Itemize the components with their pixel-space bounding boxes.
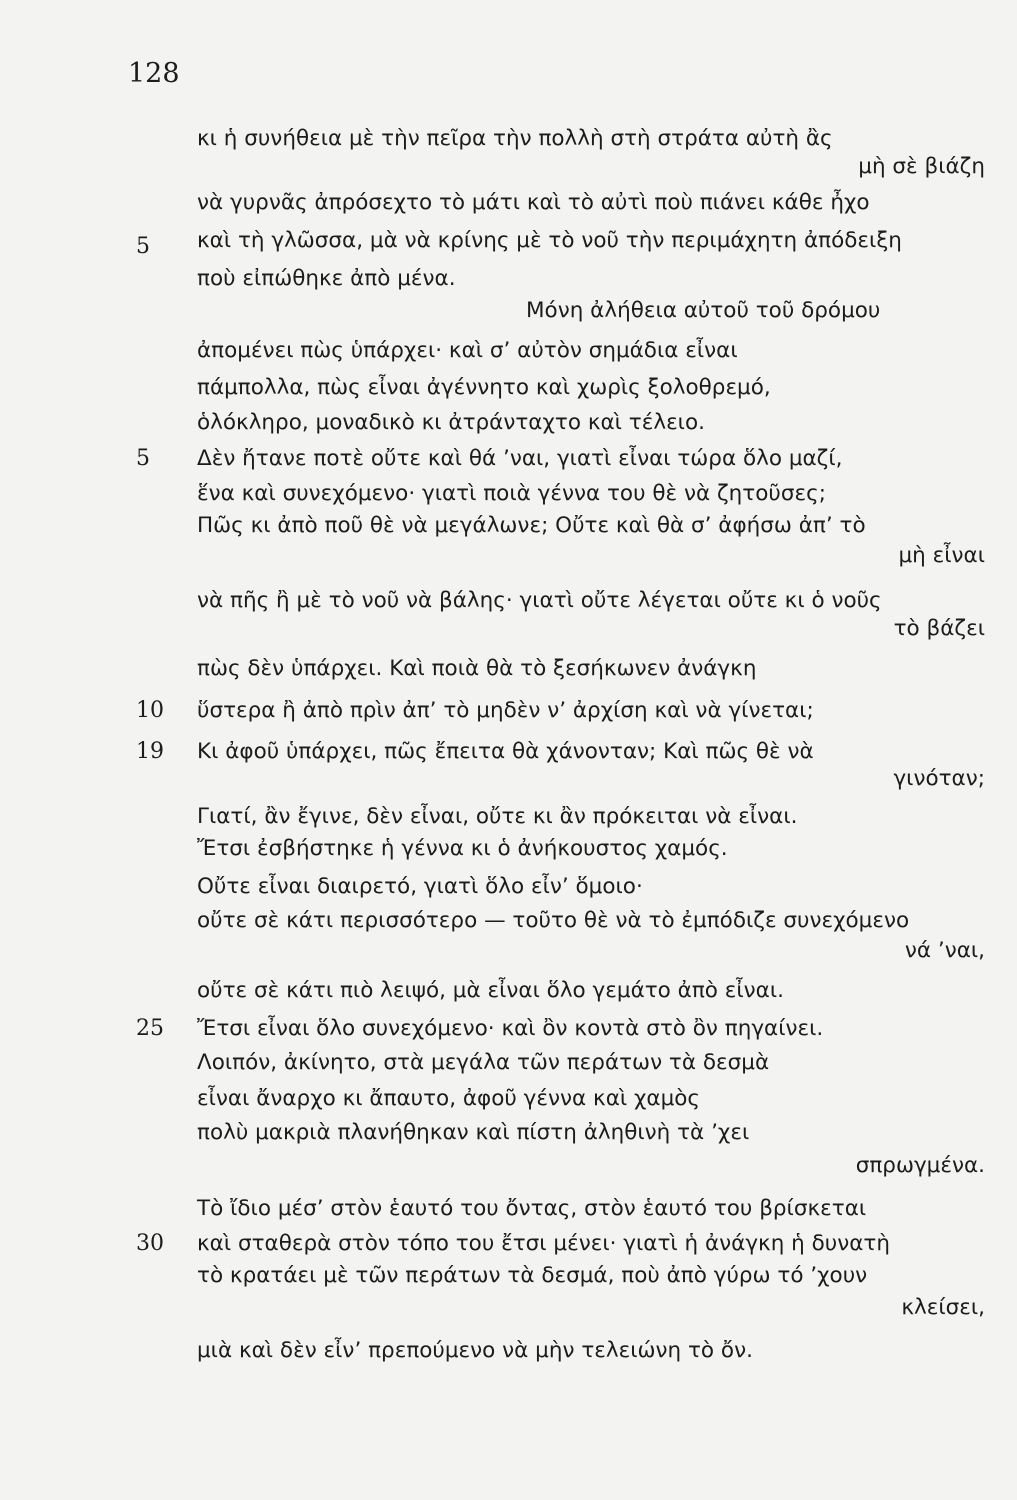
poem-line: Ἔτσι ἐσβήστηκε ἡ γέννα κι ὁ ἀνήκουστος χαμός. [197,836,728,861]
poem-line: Γιατί, ἂν ἔγινε, δὲν εἶναι, οὔτε κι ἂν πρόκειται νὰ εἶναι. [197,804,798,829]
poem-line: νὰ πῆς ἢ μὲ τὸ νοῦ νὰ βάλης· γιατὶ οὔτε λέγεται οὔτε κι ὁ νοῦς [197,588,882,613]
poem-line: οὔτε σὲ κάτι περισσότερο — τοῦτο θὲ νὰ τὸ ἐμπόδιζε συνεχόμενο [197,908,910,933]
poem-line: μιὰ καὶ δὲν εἶν’ πρεπούμενο νὰ μὴν τελειώνη τὸ ὄν. [197,1338,753,1363]
line-number: 30 [136,1231,164,1256]
poem-line: Λοιπόν, ἀκίνητο, στὰ μεγάλα τῶν περάτων τὰ δεσμὰ [197,1050,770,1075]
poem-line: ὕστερα ἢ ἀπὸ πρὶν ἀπ’ τὸ μηδὲν ν’ ἀρχίση καὶ νὰ γίνεται; [197,698,814,723]
poem-line-continuation: μὴ σὲ βιάζη [858,154,985,179]
poem-line: ἕνα καὶ συνεχόμενο· γιατὶ ποιὰ γέννα του θὲ νὰ ζητοῦσες; [197,481,826,506]
poem-line: Δὲν ἤτανε ποτὲ οὔτε καὶ θά ’ναι, γιατὶ εἶναι τώρα ὅλο μαζί, [197,446,843,471]
poem-line: ἀπομένει πὼς ὑπάρχει· καὶ σ’ αὐτὸν σημάδια εἶναι [197,338,738,363]
poem-line-continuation: νά ’ναι, [904,938,985,963]
poem-line: Οὔτε εἶναι διαιρετό, γιατὶ ὅλο εἶν’ ὅμοιο· [197,874,643,899]
poem-line: ποὺ εἰπώθηκε ἀπὸ μένα. [197,266,456,291]
line-number: 25 [136,1016,164,1041]
poem-line: Τὸ ἴδιο μέσ’ στὸν ἑαυτό του ὄντας, στὸν ἑαυτό του βρίσκεται [197,1196,867,1221]
poem-line: Ἔτσι εἶναι ὅλο συνεχόμενο· καὶ ὂν κοντὰ στὸ ὂν πηγαίνει. [197,1016,824,1041]
poem-line: πάμπολλα, πὼς εἶναι ἀγέννητο καὶ χωρὶς ξολοθρεμό, [197,375,771,400]
line-number: 5 [136,234,150,259]
poem-line: Πῶς κι ἀπὸ ποῦ θὲ νὰ μεγάλωνε; Οὔτε καὶ θὰ σ’ ἀφήσω ἀπ’ τὸ [197,513,866,538]
poem-line: πολὺ μακριὰ πλανήθηκαν καὶ πίστη ἀληθινὴ τὰ ’χει [197,1120,750,1145]
poem-line: ὁλόκληρο, μοναδικὸ κι ἀτράνταχτο καὶ τέλειο. [197,410,705,435]
line-number: 5 [136,446,150,471]
poem-line: τὸ κρατάει μὲ τῶν περάτων τὰ δεσμά, ποὺ ἀπὸ γύρω τό ’χουν [197,1263,868,1288]
poem-line: Μόνη ἀλήθεια αὐτοῦ τοῦ δρόμου [526,298,881,323]
poem-line: καὶ σταθερὰ στὸν τόπο του ἔτσι μένει· γιατὶ ἡ ἀνάγκη ἡ δυνατὴ [197,1231,890,1256]
line-number: 19 [136,739,164,764]
poem-line-continuation: τὸ βάζει [893,616,985,641]
page-number: 128 [128,58,180,89]
poem-line: εἶναι ἄναρχο κι ἄπαυτο, ἀφοῦ γέννα καὶ χαμὸς [197,1086,701,1111]
poem-line-continuation: σπρωγμένα. [855,1153,985,1178]
line-number: 10 [136,698,164,723]
poem-line: Κι ἀφοῦ ὑπάρχει, πῶς ἔπειτα θὰ χάνονταν; Καὶ πῶς θὲ νὰ [197,739,814,764]
poem-line: καὶ τὴ γλῶσσα, μὰ νὰ κρίνης μὲ τὸ νοῦ τὴν περιμάχητη ἀπόδειξη [197,228,902,253]
poem-line-continuation: μὴ εἶναι [898,543,985,568]
poem-line: πὼς δὲν ὑπάρχει. Καὶ ποιὰ θὰ τὸ ξεσήκωνεν ἀνάγκη [197,656,757,681]
poem-line: οὔτε σὲ κάτι πιὸ λειψό, μὰ εἶναι ὅλο γεμάτο ἀπὸ εἶναι. [197,978,784,1003]
poem-line-continuation: κλείσει, [901,1295,985,1320]
poem-line: νὰ γυρνᾶς ἀπρόσεχτο τὸ μάτι καὶ τὸ αὐτὶ ποὺ πιάνει κάθε ἦχο [197,190,870,215]
poem-line-continuation: γινόταν; [893,766,985,791]
poem-line: κι ἡ συνήθεια μὲ τὴν πεῖρα τὴν πολλὴ στὴ στράτα αὐτὴ ἂς [197,126,833,151]
